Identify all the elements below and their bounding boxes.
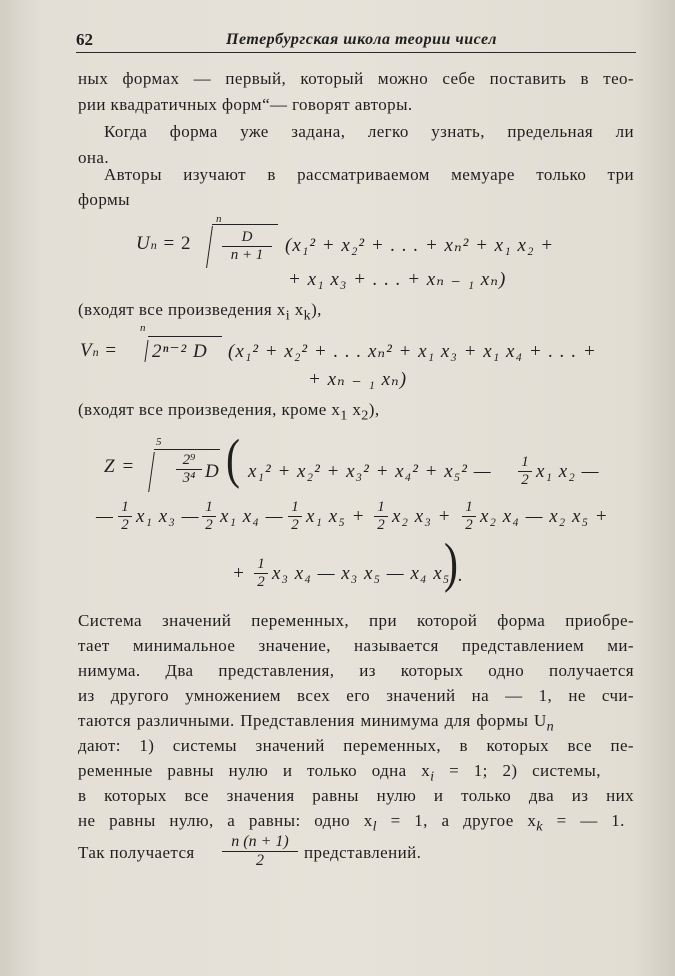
z-d: D: [205, 461, 220, 482]
half-fraction: $\frac{1}{2}$: [374, 499, 388, 534]
v-body-1: (x₁² + x₂² + . . . xₙ² + x₁ x₃ + x₁ x₄ + . . . +: [228, 341, 597, 362]
u-radical-bar: [212, 224, 278, 225]
v-radicand: 2ⁿ⁻² D: [152, 341, 208, 362]
z-radical-sign: [148, 452, 155, 492]
half-fraction: $\frac{1}{2}$: [462, 499, 476, 534]
half-fraction: $\frac{1}{2}$: [118, 499, 132, 534]
text-line: не равны нулю, а равны: одно $x_l = 1$, а другое $x_k$ = — 1.: [78, 811, 625, 835]
z-l2-t2: x₁ x₄ —: [220, 506, 284, 527]
z-open-paren: (: [226, 430, 240, 490]
z-lhs: Z =: [104, 456, 136, 477]
z-l2-minus: —: [96, 506, 114, 527]
v-lhs: Vn =: [80, 340, 118, 361]
u-fraction: $\frac{D}{n + 1}$: [222, 229, 272, 264]
page-number: 62: [76, 30, 93, 49]
u-root-index: n: [216, 213, 222, 225]
z-l2-t1: x₁ x₃ —: [136, 506, 200, 527]
z-close-paren: ): [444, 534, 458, 594]
text-line: формы: [78, 190, 130, 209]
v-root-index: n: [140, 322, 146, 334]
half-fraction: $\frac{1}{2}$: [202, 499, 216, 534]
z-l2-t4: x₂ x₃ +: [392, 506, 452, 527]
text-line: она.: [78, 148, 109, 167]
z-radical-bar: [154, 449, 220, 450]
z-l3-plus: +: [232, 563, 246, 584]
count-fraction: $\frac{n (n + 1)}{2}$: [222, 833, 298, 870]
half-fraction: $\frac{1}{2}$: [288, 499, 302, 534]
text-line: в которых все значения равны нулю и только два из них: [78, 786, 634, 805]
running-title: Петербургская школа теории чисел: [226, 31, 497, 48]
text-line: дают: 1) системы значений переменных, в которых все пе-: [78, 736, 634, 755]
v-radical-sign: [144, 340, 148, 362]
text-line: Авторы изучают в рассматриваемом мемуаре только три: [104, 165, 634, 184]
text-line: ных формах — первый, который можно себе поставить в тео-: [78, 69, 634, 88]
text-line: Так получается: [78, 843, 195, 862]
z-body-1a: x₁² + x₂² + x₃² + x₄² + x₅² —: [248, 461, 492, 482]
v-body-2: + xₙ ₋ ₁ xₙ): [308, 369, 408, 390]
text-line: тает минимальное значение, называется представлением ми-: [78, 636, 634, 655]
half-fraction: $\frac{1}{2}$: [254, 556, 268, 591]
z-period: .: [458, 565, 464, 586]
u-radical-sign: [206, 226, 213, 268]
note-line-1: (входят все произведения $x_i$ $x_k$),: [78, 300, 322, 324]
text-line: Система значений переменных, при которой форма приобре-: [78, 611, 634, 630]
text-line: представлений.: [304, 843, 422, 862]
text-line: таются различными. Представления минимума для формы $U_n$: [78, 711, 555, 735]
z-body-1b: x₁ x₂ —: [536, 461, 600, 482]
text-line: рии квадратичных форм“— говорят авторы.: [78, 95, 413, 114]
z-fraction: $\frac{\text{2⁹}}{\text{3⁴}}$: [176, 452, 202, 487]
text-line: ременные равны нулю и только одна $x_i = 1$; 2) системы,: [78, 761, 601, 785]
v-radical-bar: [148, 336, 222, 337]
text-line: нимума. Два представления, из которых одно получается: [78, 661, 634, 680]
half-fraction: $\frac{1}{2}$: [518, 454, 532, 489]
z-root-index: 5: [156, 436, 162, 448]
u-body-2: + x₁ x₃ + . . . + xₙ ₋ ₁ xₙ): [288, 269, 507, 290]
z-l2-t5: x₂ x₄ — x₂ x₅ +: [480, 506, 609, 527]
z-l2-t3: x₁ x₅ +: [306, 506, 366, 527]
u-lhs: Un = 2: [136, 233, 192, 254]
note-line-2: (входят все произведения, кроме $x_1$ $x_2$),: [78, 400, 380, 424]
text-line: из другого умножением всех его значений на — 1, не счи-: [78, 686, 634, 705]
z-l3-body: x₃ x₄ — x₃ x₅ — x₄ x₅: [272, 563, 451, 584]
text-line: Когда форма уже задана, легко узнать, предельная ли: [104, 122, 634, 141]
running-header: [76, 30, 636, 53]
u-body-1: (x₁² + x₂² + . . . + xₙ² + x₁ x₂ +: [285, 235, 555, 256]
